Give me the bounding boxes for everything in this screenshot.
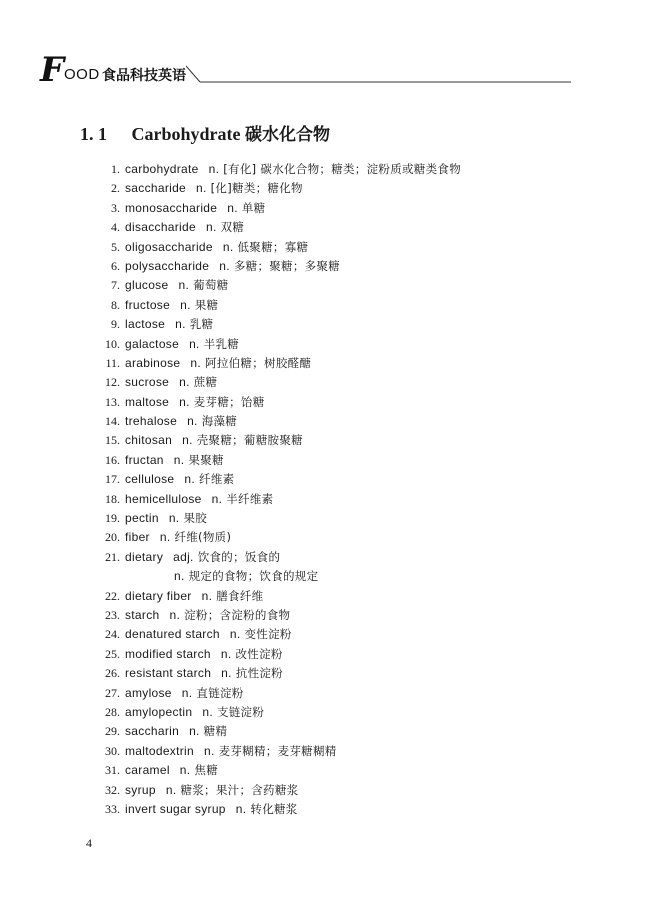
- item-number: 28.: [105, 704, 120, 719]
- item-number: 4.: [111, 220, 120, 235]
- part-of-speech: n.: [221, 666, 232, 681]
- definition: 壳聚糖；葡糖胺聚糖: [196, 433, 303, 448]
- definition: 纤维素: [199, 472, 235, 487]
- definition: 转化糖浆: [250, 801, 298, 816]
- item-text: [125, 276, 228, 295]
- item-number: 33.: [105, 801, 120, 816]
- definition: 焦糖: [194, 763, 218, 778]
- part-of-speech: n.: [201, 588, 213, 603]
- definition: 蔗糖: [193, 375, 218, 390]
- list-item: [0, 781, 645, 800]
- list-item: [0, 412, 645, 431]
- list-item: [0, 238, 645, 257]
- list-item: [0, 393, 645, 412]
- definition: 变性淀粉: [244, 627, 292, 642]
- item-text: [125, 722, 227, 741]
- list-item: [0, 179, 645, 198]
- definition: 麦芽糊精；麦芽糖糊精: [218, 743, 337, 758]
- list-item: [0, 199, 645, 218]
- part-of-speech: n.: [211, 491, 223, 506]
- definition: 双糖: [220, 220, 245, 235]
- term: chitosan: [125, 433, 173, 448]
- part-of-speech: n.: [220, 646, 232, 661]
- item-text: [125, 470, 234, 489]
- term: disaccharide: [125, 220, 196, 235]
- list-item: [0, 315, 645, 334]
- item-number: 26.: [105, 666, 120, 681]
- item-text: [125, 742, 337, 761]
- item-text: [125, 218, 244, 237]
- term: galactose: [125, 336, 180, 351]
- term: starch: [125, 607, 160, 622]
- item-number: 23.: [105, 607, 120, 622]
- item-number: 3.: [111, 200, 120, 215]
- definition: [化]糖类；糖化物: [210, 181, 303, 196]
- term: fiber: [125, 530, 150, 545]
- item-text: [125, 587, 263, 606]
- list-item: [0, 354, 645, 373]
- section-title-english: Carbohydrate: [131, 124, 241, 144]
- item-number: 10.: [105, 336, 120, 351]
- part-of-speech: adj.: [173, 549, 194, 564]
- part-of-speech: n.: [175, 317, 186, 332]
- item-number: 12.: [105, 375, 120, 390]
- term: invert sugar syrup: [125, 801, 226, 816]
- item-text: [125, 393, 265, 412]
- header-rule: [186, 52, 575, 88]
- item-number: 30.: [105, 743, 120, 758]
- list-item: [0, 742, 645, 761]
- term: syrup: [125, 782, 156, 797]
- item-text: [125, 490, 273, 509]
- book-title: 食品科技英语: [102, 68, 186, 84]
- list-item: [0, 490, 645, 509]
- list-item: [0, 257, 645, 276]
- item-number: 13.: [105, 394, 120, 409]
- part-of-speech: n.: [235, 801, 247, 816]
- item-text: [174, 567, 318, 586]
- item-number: 32.: [105, 782, 120, 797]
- list-item: [0, 761, 645, 780]
- item-text: [125, 257, 340, 276]
- item-number: 19.: [105, 511, 120, 526]
- list-item: [0, 664, 645, 683]
- definition: 膳食纤维: [216, 588, 264, 603]
- part-of-speech: n.: [181, 685, 193, 700]
- definition: 麦芽糖；饴糖: [193, 394, 265, 409]
- term: hemicellulose: [125, 491, 202, 506]
- list-item: [0, 625, 645, 644]
- item-number: 29.: [105, 724, 120, 739]
- item-text: [125, 684, 244, 703]
- item-number: 25.: [105, 646, 120, 661]
- item-number: 18.: [105, 491, 120, 506]
- definition: 淀粉；含淀粉的食物: [184, 607, 291, 622]
- part-of-speech: n.: [179, 375, 190, 390]
- term: amylopectin: [125, 704, 193, 719]
- part-of-speech: n.: [159, 530, 171, 545]
- part-of-speech: n.: [173, 452, 185, 467]
- logo-letters-ood: OOD: [64, 66, 100, 83]
- item-number: 15.: [105, 433, 120, 448]
- term: lactose: [125, 317, 166, 332]
- item-text: [125, 373, 217, 392]
- term: fructose: [125, 297, 171, 312]
- item-number: 24.: [105, 627, 120, 642]
- section-title-chinese: 碳水化合物: [245, 125, 330, 145]
- term: trehalose: [125, 414, 178, 429]
- section-number: 1. 1: [80, 124, 107, 144]
- list-item: [0, 548, 645, 567]
- part-of-speech: n.: [165, 782, 177, 797]
- list-item: [0, 528, 645, 547]
- part-of-speech: n.: [219, 258, 230, 273]
- term: saccharide: [125, 181, 187, 196]
- list-item: [0, 451, 645, 470]
- definition: 果聚糖: [188, 452, 224, 467]
- item-number: 1.: [111, 162, 120, 176]
- item-text: [125, 199, 265, 218]
- part-of-speech: n.: [190, 355, 202, 370]
- part-of-speech: n.: [169, 607, 181, 622]
- term: fructan: [125, 452, 164, 467]
- definition: 果胶: [183, 511, 208, 526]
- item-number: 20.: [105, 530, 120, 545]
- item-text: [125, 761, 218, 780]
- list-item: [0, 645, 645, 664]
- part-of-speech: n.: [227, 200, 238, 215]
- item-text: [125, 528, 231, 547]
- part-of-speech: n.: [229, 627, 241, 642]
- item-text: [125, 431, 303, 450]
- term: saccharin: [125, 724, 180, 739]
- item-number: 11.: [105, 355, 120, 370]
- list-item: [0, 470, 645, 489]
- item-number: 31.: [105, 763, 120, 778]
- item-number: 16.: [105, 452, 120, 467]
- part-of-speech: n.: [182, 433, 193, 448]
- definition: 规定的食物；饮食的规定: [188, 569, 319, 584]
- term: modified starch: [125, 646, 211, 661]
- definition: 半乳糖: [203, 336, 240, 351]
- item-number: 17.: [105, 472, 120, 487]
- definition: 单糖: [241, 200, 266, 215]
- term: maltose: [125, 394, 170, 409]
- item-number: 7.: [111, 278, 120, 293]
- item-text: [125, 703, 264, 722]
- definition: 糖浆；果汁；含药糖浆: [180, 782, 299, 797]
- term: resistant starch: [125, 666, 212, 681]
- item-text: [125, 800, 298, 819]
- part-of-speech: n.: [202, 704, 213, 719]
- item-number: 14.: [105, 414, 120, 429]
- list-item: [0, 684, 645, 703]
- item-number: 22.: [105, 588, 120, 603]
- part-of-speech: n.: [168, 511, 180, 526]
- definition: 改性淀粉: [235, 646, 283, 661]
- list-item: [0, 606, 645, 625]
- item-text: [125, 412, 237, 431]
- list-item: [0, 431, 645, 450]
- definition: 糖精: [203, 724, 228, 739]
- part-of-speech: n.: [205, 220, 217, 235]
- definition: 支链淀粉: [216, 704, 265, 719]
- term: monosaccharide: [125, 200, 218, 215]
- list-item: [0, 567, 645, 586]
- part-of-speech: n.: [203, 743, 215, 758]
- item-number: 6.: [111, 258, 120, 273]
- definition: 海藻糖: [201, 414, 238, 429]
- vocabulary-list: [0, 160, 645, 819]
- item-text: [125, 160, 461, 179]
- definition: 阿拉伯糖；树胶醛醣: [205, 355, 312, 370]
- item-text: [125, 781, 298, 800]
- list-item: [0, 160, 645, 179]
- definition: 多糖；聚糖；多聚糖: [233, 258, 341, 273]
- item-text: [125, 509, 207, 528]
- definition: 乳糖: [189, 317, 214, 332]
- term: pectin: [125, 511, 159, 526]
- part-of-speech: n.: [178, 278, 190, 293]
- item-number: 27.: [105, 685, 120, 700]
- term: carbohydrate: [125, 162, 199, 176]
- term: denatured starch: [125, 627, 220, 642]
- term: oligosaccharide: [125, 239, 213, 254]
- part-of-speech: n.: [179, 763, 191, 778]
- part-of-speech: n.: [196, 181, 207, 196]
- definition: 低聚糖；寡糖: [237, 239, 309, 254]
- part-of-speech: n.: [187, 414, 198, 429]
- list-item: [0, 218, 645, 237]
- list-item: [0, 373, 645, 392]
- logo-letter-f: F: [40, 50, 65, 90]
- page-number: 4: [86, 836, 92, 850]
- list-item: [0, 722, 645, 741]
- part-of-speech: n.: [189, 336, 200, 351]
- definition: 抗性淀粉: [235, 666, 283, 681]
- item-number: 21.: [105, 549, 120, 564]
- list-item: [0, 587, 645, 606]
- item-text: [125, 179, 303, 198]
- list-item: [0, 335, 645, 354]
- section-heading: [80, 120, 330, 145]
- item-text: [125, 548, 280, 567]
- item-number: 9.: [111, 317, 120, 332]
- term: amylose: [125, 685, 172, 700]
- term: dietary fiber: [125, 588, 192, 603]
- item-text: [125, 296, 218, 315]
- definition: 纤维(物质): [174, 530, 232, 545]
- item-text: [125, 645, 283, 664]
- item-text: [125, 664, 283, 683]
- item-text: [125, 354, 311, 373]
- part-of-speech: n.: [189, 724, 200, 739]
- list-item: [0, 276, 645, 295]
- item-number: 2.: [111, 181, 120, 196]
- list-item: [0, 800, 645, 819]
- term: arabinose: [125, 355, 181, 370]
- item-text: [125, 335, 239, 354]
- list-item: [0, 296, 645, 315]
- list-item: [0, 703, 645, 722]
- item-text: [125, 451, 224, 470]
- part-of-speech: n.: [174, 569, 185, 584]
- definition: 饮食的；饭食的: [197, 549, 281, 564]
- item-text: [125, 625, 292, 644]
- part-of-speech: n.: [184, 472, 196, 487]
- term: sucrose: [125, 375, 170, 390]
- term: glucose: [125, 278, 169, 293]
- item-number: 5.: [111, 239, 120, 254]
- item-number: 8.: [111, 297, 120, 312]
- item-text: [125, 315, 213, 334]
- term: caramel: [125, 763, 170, 778]
- term: cellulose: [125, 472, 175, 487]
- part-of-speech: n.: [180, 297, 191, 312]
- definition: 半纤维素: [226, 491, 274, 506]
- definition: 果糖: [194, 297, 219, 312]
- part-of-speech: n.: [179, 394, 190, 409]
- definition: 直链淀粉: [196, 685, 244, 700]
- term: dietary: [125, 549, 164, 564]
- item-text: [125, 238, 308, 257]
- term: polysaccharide: [125, 258, 210, 273]
- part-of-speech: n.: [208, 162, 220, 176]
- part-of-speech: n.: [222, 239, 234, 254]
- running-header: [40, 52, 575, 88]
- definition: [有化] 碳水化合物；糖类；淀粉质或糖类食物: [223, 162, 461, 176]
- term: maltodextrin: [125, 743, 194, 758]
- item-text: [125, 606, 290, 625]
- list-item: [0, 509, 645, 528]
- definition: 葡萄糖: [193, 278, 229, 293]
